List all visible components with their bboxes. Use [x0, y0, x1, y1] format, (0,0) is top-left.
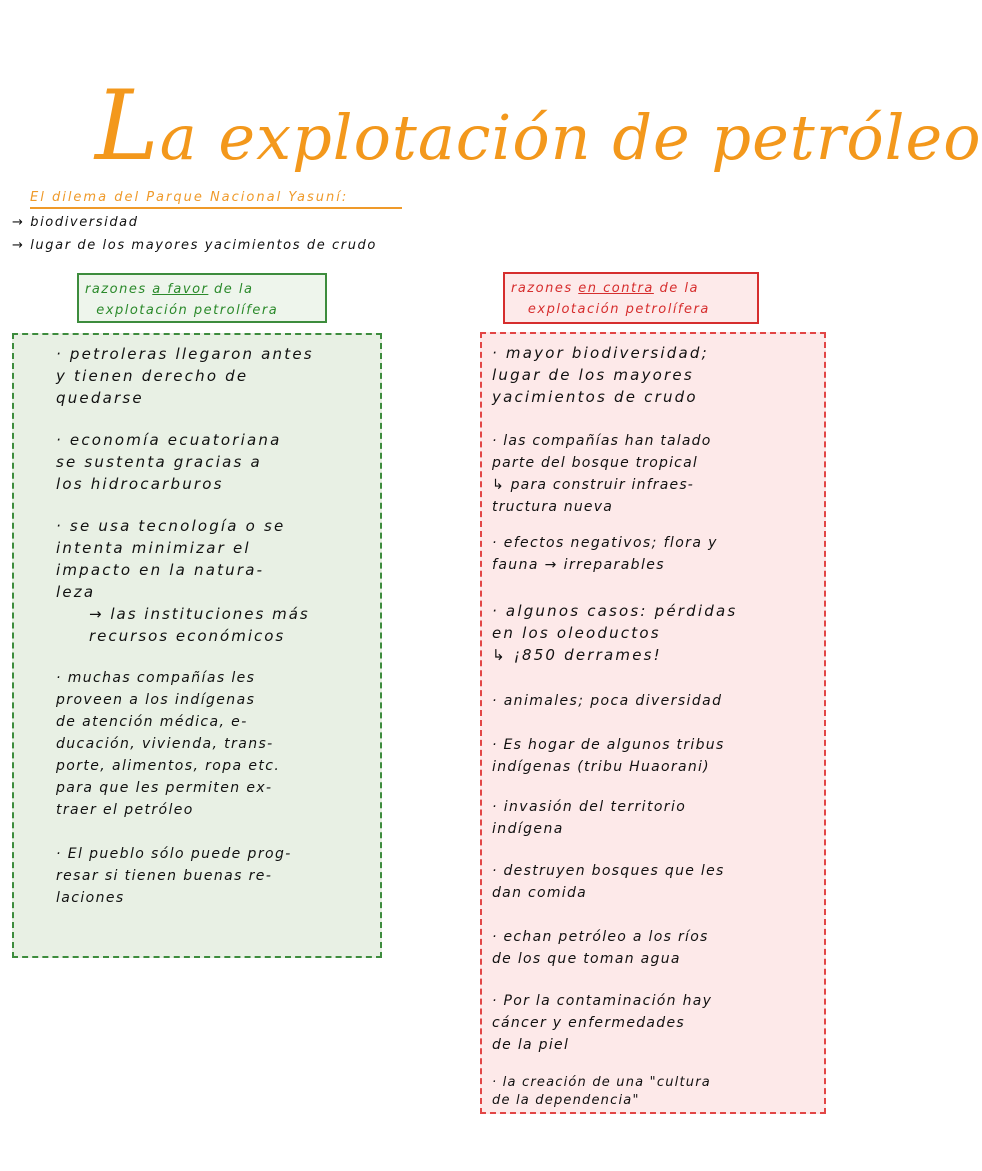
list-item: · animales; poca diversidad	[492, 693, 723, 709]
page-title	[95, 70, 982, 182]
list-item: · efectos negativos; flora y fauna → irreparables	[492, 535, 718, 573]
favor-list	[12, 333, 382, 958]
list-item: · echan petróleo a los ríos de los que toman agua	[492, 929, 709, 967]
title-text: a explotación de petróleo	[159, 101, 982, 174]
header-emphasis: a favor	[152, 282, 209, 297]
header-text: explotación petrolífera	[527, 302, 710, 317]
header-text: razones	[511, 281, 579, 296]
list-item: · invasión del territorio indígena	[492, 799, 687, 837]
header-text: explotación petrolífera	[96, 303, 279, 318]
header-text: de la	[208, 282, 254, 297]
list-item: · la creación de una "cultura de la dependencia"	[492, 1075, 711, 1108]
header-emphasis: en contra	[578, 281, 654, 296]
list-item: · El pueblo sólo puede prog- resar si tienen buenas re- laciones	[56, 846, 292, 906]
header-text: de la	[653, 281, 699, 296]
contra-header	[503, 272, 759, 324]
list-item: · destruyen bosques que les dan comida	[492, 863, 725, 901]
list-item: · mayor biodiversidad; lugar de los mayores yacimientos de crudo	[492, 344, 709, 406]
intro-line: → lugar de los mayores yacimientos de crudo	[12, 238, 377, 253]
list-item: · Es hogar de algunos tribus indígenas (tribu Huaorani)	[492, 737, 725, 775]
favor-header	[77, 273, 327, 323]
list-item: · Por la contaminación hay cáncer y enfermedades de la piel	[492, 993, 713, 1053]
contra-list	[480, 332, 826, 1114]
list-item: · algunos casos: pérdidas en los oleoductos ↳ ¡850 derrames!	[492, 602, 738, 664]
list-item: · las compañías han talado parte del bosque tropical ↳ para construir infraes- tructura nueva	[492, 433, 712, 515]
subtitle: El dilema del Parque Nacional Yasuní:	[30, 190, 402, 209]
intro-line: → biodiversidad	[12, 215, 139, 230]
list-item: · se usa tecnología o se intenta minimizar el impacto en la natura- leza	[56, 517, 286, 601]
list-item: · economía ecuatoriana se sustenta gracias a los hidrocarburos	[56, 431, 282, 493]
header-text: razones	[85, 282, 153, 297]
title-initial: L	[95, 70, 160, 182]
list-sub-item: → las instituciones más recursos económicos	[89, 605, 310, 645]
list-item: · muchas compañías les proveen a los indígenas de atención médica, e- ducación, vivienda, trans- porte, alimentos, ropa etc. para que les permiten ex- traer el petróleo	[56, 670, 281, 818]
list-item: · petroleras llegaron antes y tienen derecho de quedarse	[56, 345, 314, 407]
